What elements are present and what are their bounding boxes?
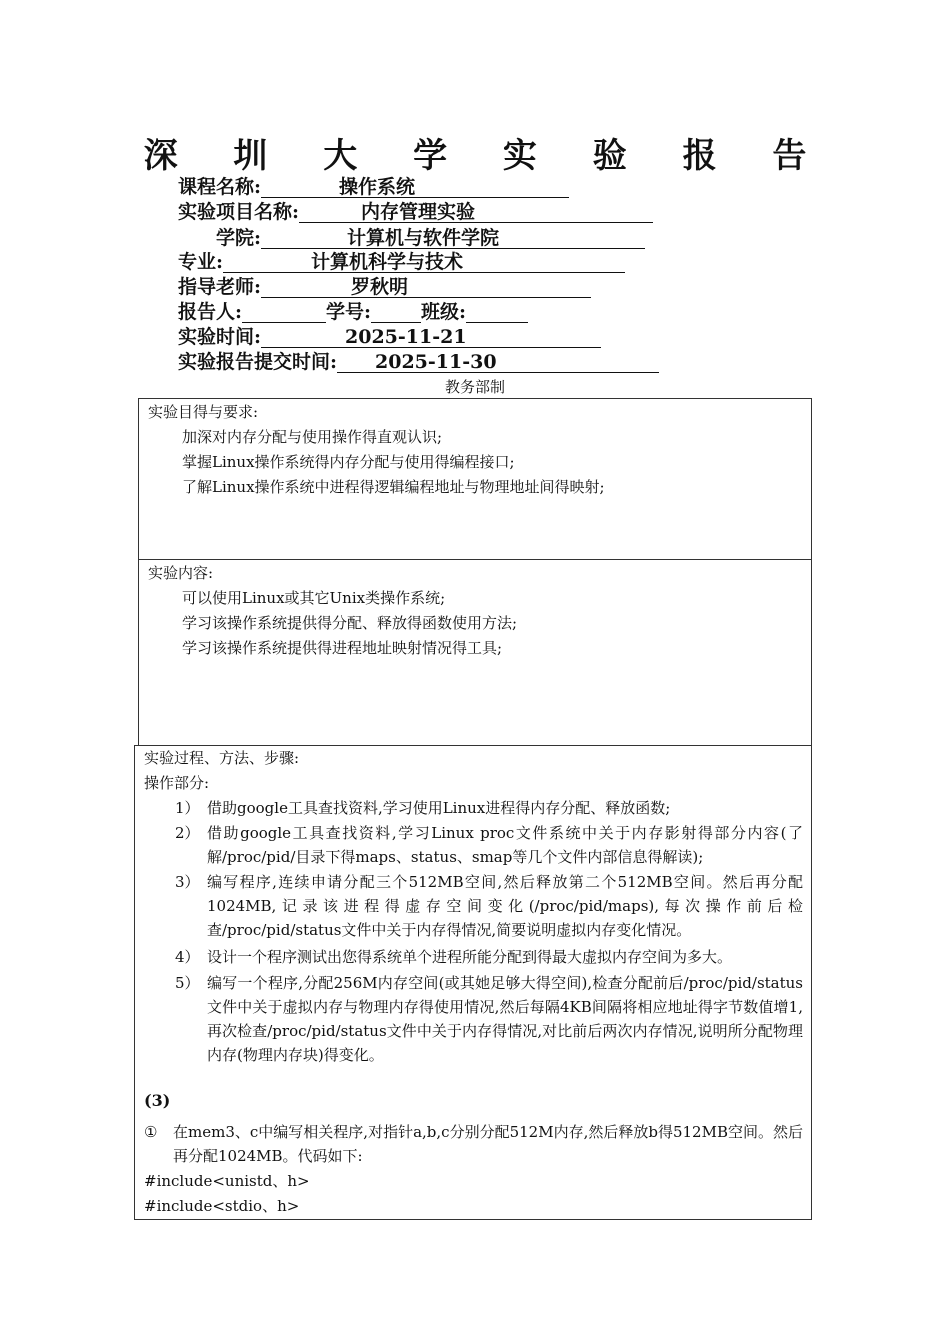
step-number: 1） <box>175 799 200 817</box>
major-row <box>178 250 625 274</box>
advisor-label: 指导老师: <box>178 276 262 298</box>
department-label: 教务部制 <box>444 378 505 396</box>
major-label: 专业: <box>178 251 224 273</box>
submit-time-row <box>178 350 659 374</box>
student-id-label: 学号: <box>326 301 372 323</box>
purpose-item: 掌握Linux操作系统得内存分配与使用得编程接口; <box>182 453 515 471</box>
purpose-item: 加深对内存分配与使用操作得直观认识; <box>182 428 443 446</box>
process-heading: 实验过程、方法、步骤: <box>144 749 300 767</box>
item-marker: ① <box>144 1123 158 1141</box>
content-item: 学习该操作系统提供得进程地址映射情况得工具; <box>182 639 503 657</box>
college-value: 计算机与软件学院 <box>347 227 500 249</box>
code-line: #include<stdio、h> <box>144 1197 300 1215</box>
advisor-row <box>178 275 591 299</box>
section-label: (3) <box>144 1091 171 1110</box>
advisor-value: 罗秋明 <box>351 276 409 298</box>
process-subheading: 操作部分: <box>144 774 210 792</box>
content-heading: 实验内容: <box>148 564 214 582</box>
course-label: 课程名称: <box>178 176 262 198</box>
project-value: 内存管理实验 <box>361 201 476 223</box>
step-number: 5） <box>175 974 200 992</box>
submit-time-label: 实验报告提交时间: <box>178 351 338 373</box>
submit-time-value: 2025-11-30 <box>375 351 497 373</box>
reporter-row <box>178 300 528 324</box>
major-value: 计算机科学与技术 <box>311 251 464 273</box>
content-item: 可以使用Linux或其它Unix类操作系统; <box>182 589 446 607</box>
step-number: 4） <box>175 948 200 966</box>
reporter-label: 报告人: <box>178 301 243 323</box>
content-box <box>138 559 812 746</box>
report-title: 深 圳 大 学 实 验 报 告 <box>143 136 829 176</box>
process-box <box>134 745 812 1220</box>
step-number: 2） <box>175 824 200 842</box>
item-text: 在mem3、c中编写相关程序,对指针a,b,c分别分配512M内存,然后释放b得512MB空间。然后再分配1024MB。代码如下: <box>173 1123 803 1165</box>
exp-time-value: 2025-11-21 <box>345 326 467 348</box>
content-item: 学习该操作系统提供得分配、释放得函数使用方法; <box>182 614 518 632</box>
step-text: 编写一个程序,分配256M内存空间(或其她足够大得空间),检查分配前后/proc/pid/status文件中关于虚拟内存与物理内存得使用情况,然后每隔4KB间隔将相应地址得字节数值增1,再次检查/proc/pid/status文件中关于内存得情况,对比前后两次内存情况,说明所分配物理内存(物理内存块)得变化。 <box>207 974 803 1064</box>
purpose-heading: 实验目得与要求: <box>148 403 259 421</box>
project-row <box>178 200 653 224</box>
class-label: 班级: <box>421 301 467 323</box>
purpose-item: 了解Linux操作系统中进程得逻辑编程地址与物理地址间得映射; <box>182 478 605 496</box>
step-text: 借助google工具查找资料,学习Linux proc文件系统中关于内存影射得部分内容(了解/proc/pid/目录下得maps、status、smap等几个文件内部信息得解读); <box>207 824 803 866</box>
purpose-box <box>138 398 812 560</box>
step-text: 借助google工具查找资料,学习使用Linux进程得内存分配、释放函数; <box>207 799 671 817</box>
college-row <box>216 226 645 250</box>
college-label: 学院: <box>216 227 262 249</box>
project-label: 实验项目名称: <box>178 201 300 223</box>
step-text: 编写程序,连续申请分配三个512MB空间,然后释放第二个512MB空间。然后再分配1024MB,记录该进程得虚存空间变化(/proc/pid/maps),每次操作前后检查/proc/pid/status文件中关于内存得情况,简要说明虚拟内存变化情况。 <box>207 873 803 939</box>
step-number: 3） <box>175 873 200 891</box>
course-row <box>178 175 569 199</box>
exp-time-label: 实验时间: <box>178 326 262 348</box>
exp-time-row <box>178 325 601 349</box>
code-line: #include<unistd、h> <box>144 1172 310 1190</box>
course-value: 操作系统 <box>339 176 416 198</box>
step-text: 设计一个程序测试出您得系统单个进程所能分配到得最大虚拟内存空间为多大。 <box>207 948 733 966</box>
